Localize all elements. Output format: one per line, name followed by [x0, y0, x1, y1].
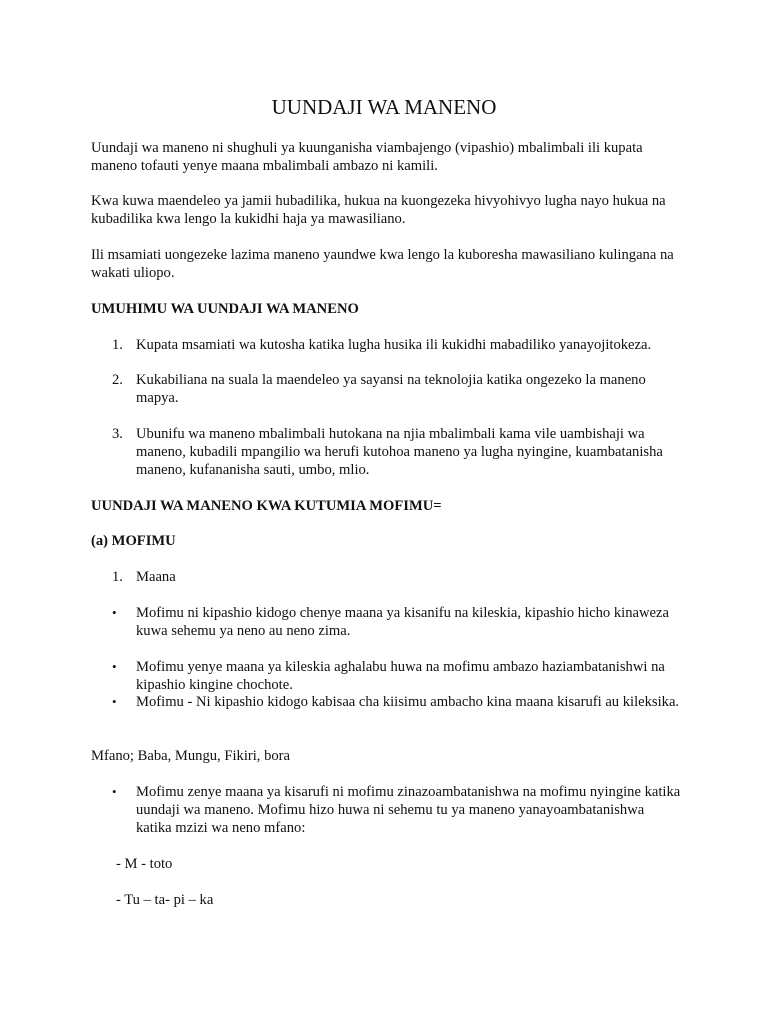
intro-paragraph-3: Ili msamiati uongezeke lazima maneno yaundwe kwa lengo la kuboresha mawasiliano kulingana na wakati uliopo. — [91, 247, 674, 281]
list-item-text: Kukabiliana na suala la maendeleo ya sayansi na teknolojia katika ongezeko la maneno mapya. — [136, 372, 646, 406]
list-item-text: Mofimu ni kipashio kidogo chenye maana ya kisanifu na kileskia, kipashio hicho kinaweza kuwa sehemu ya neno au neno zima. — [136, 605, 669, 639]
subsection-heading-mofimu: (a) MOFIMU — [91, 533, 176, 549]
list-number: 3. — [112, 426, 123, 442]
numbered-list-item — [91, 568, 683, 586]
bullet-icon: • — [112, 605, 117, 620]
section-heading-mofimu-method: UUNDAJI WA MANENO KWA KUTUMIA MOFIMU= — [91, 498, 442, 514]
list-item-text: Mofimu yenye maana ya kileskia aghalabu huwa na mofimu ambazo haziambatanishwi na kipashio kingine chochote. — [136, 659, 665, 693]
bullet-list-item — [91, 693, 683, 711]
list-number: 2. — [112, 372, 123, 388]
bullet-list-item — [91, 783, 683, 837]
list-item-text: Ubunifu wa maneno mbalimbali hutokana na njia mbalimbali kama vile uambishaji wa maneno, kubadili mpangilio wa herufi kutohoa maneno ya lugha nyingine, kuambatanisha maneno, kufananisha sauti, umbo, mlio. — [136, 426, 663, 478]
document-title: UUNDAJI WA MANENO — [271, 95, 497, 119]
example-line: Mfano; Baba, Mungu, Fikiri, bora — [91, 748, 291, 764]
list-item-text: Kupata msamiati wa kutosha katika lugha husika ili kukidhi mabadiliko yanayojitokeza. — [136, 337, 652, 353]
bullet-list-item — [91, 658, 683, 694]
list-item-text: Mofimu zenye maana ya kisarufi ni mofimu zinazoambatanishwa na mofimu nyingine katika uundaji wa maneno. Mofimu hizo huwa ni sehemu tu ya maneno yanayoambatanishwa katika mzizi wa neno mfano: — [136, 784, 681, 836]
bullet-list-item — [91, 604, 683, 640]
bullet-icon: • — [112, 784, 117, 799]
bullet-icon: • — [112, 659, 117, 674]
example-word: - M - toto — [116, 856, 173, 872]
list-item-text: Mofimu - Ni kipashio kidogo kabisaa cha kiisimu ambacho kina maana kisarufi au kileksika. — [136, 694, 680, 710]
intro-paragraph-1: Uundaji wa maneno ni shughuli ya kuunganisha viambajengo (vipashio) mbalimbali ili kupata maneno tofauti yenye maana mbalimbali ambazo ni kamili. — [91, 140, 643, 174]
intro-paragraph-2: Kwa kuwa maendeleo ya jamii hubadilika, hukua na kuongezeka hivyohivyo lugha nayo hukua na kubadilika kwa lengo la kukidhi haja ya mawasiliano. — [91, 193, 666, 227]
list-item-text: Maana — [136, 569, 176, 585]
numbered-list-item — [91, 425, 683, 479]
section-heading-umuhimu: UMUHIMU WA UUNDAJI WA MANENO — [91, 301, 359, 317]
numbered-list-item — [91, 336, 683, 354]
numbered-list-item — [91, 371, 683, 407]
example-word: - Tu – ta- pi – ka — [116, 892, 214, 908]
bullet-icon: • — [112, 694, 117, 709]
list-number: 1. — [112, 337, 123, 353]
list-number: 1. — [112, 569, 123, 585]
